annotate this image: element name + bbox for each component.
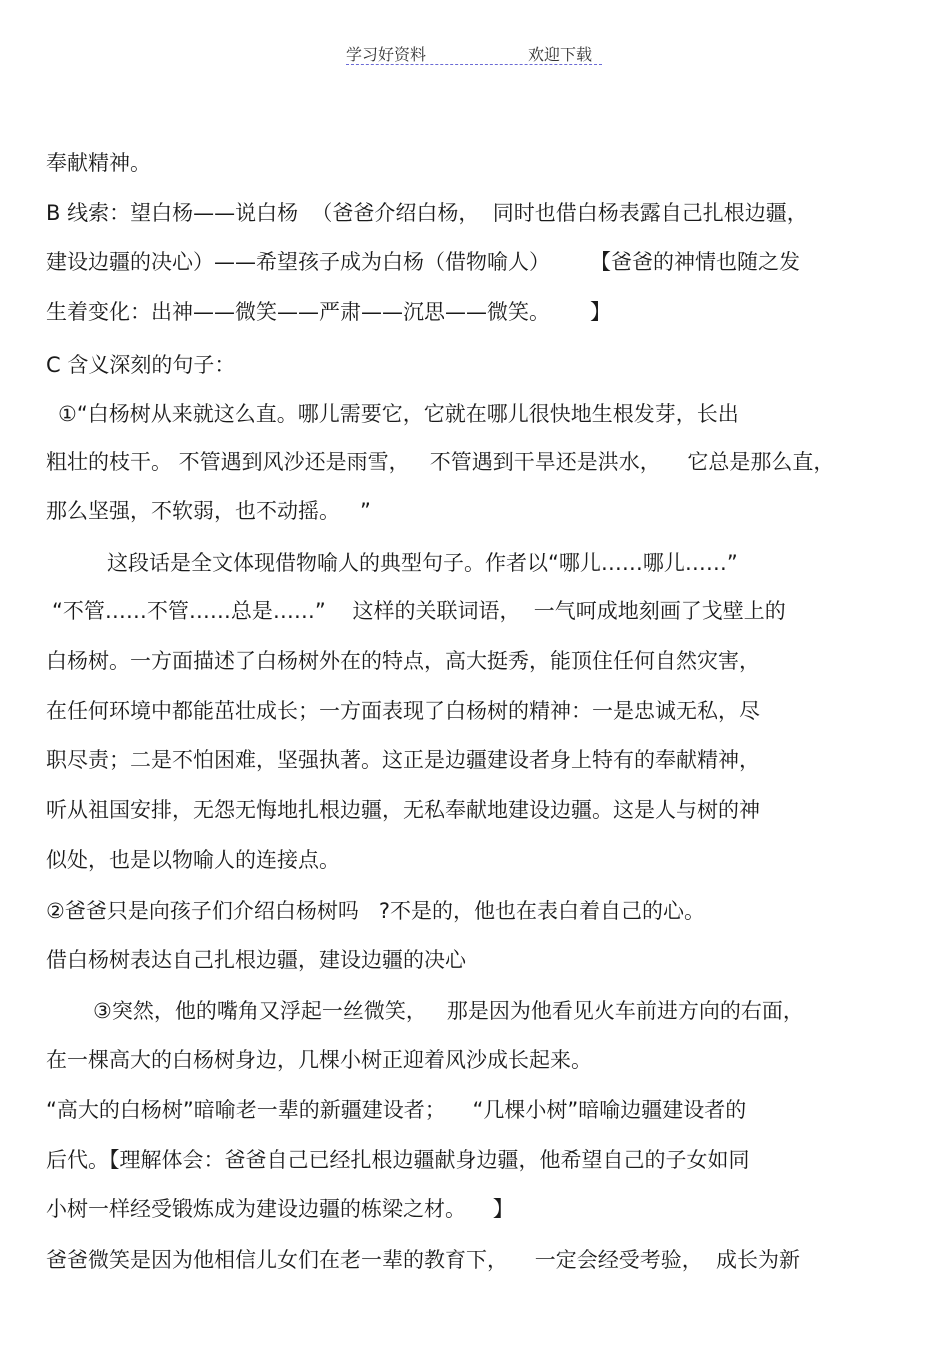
text-line: 粗壮的枝干。 不管遇到风沙还是雨雪， 不管遇到干旱还是洪水， 它总是那么直， (46, 450, 835, 474)
text-line: C 含义深刻的句子： (46, 353, 236, 377)
text-line: ①“白杨树从来就这么直。哪儿需要它，它就在哪儿很快地生根发芽，长出 (58, 402, 739, 426)
text-line: 借白杨树表达自己扎根边疆，建设边疆的决心 (46, 948, 466, 972)
text-line: ②爸爸只是向孩子们介绍白杨树吗 ?不是的，他也在表白着自己的心。 (46, 899, 705, 923)
text-line: 后代。【理解体会：爸爸自己已经扎根边疆献身边疆，他希望自己的子女如同 (46, 1148, 750, 1172)
text-line: 这段话是全文体现借物喻人的典型句子。作者以“哪儿……哪儿……” (107, 551, 738, 575)
text-line: 小树一样经受锻炼成为建设边疆的栋梁之材。 】 (46, 1197, 514, 1221)
text-line: 奉献精神。 (46, 151, 151, 175)
header-right-text: 欢迎下载 (528, 45, 593, 64)
text-line: “不管……不管……总是……” 这样的关联词语， 一气呵成地刻画了戈壁上的 (52, 599, 786, 623)
text-line: 那么坚强，不软弱，也不动摇。 ” (46, 499, 371, 523)
text-line: “高大的白杨树”暗喻老一辈的新疆建设者； “几棵小树”暗喻边疆建设者的 (46, 1098, 747, 1122)
text-line: 建设边疆的决心）——希望孩子成为白杨（借物喻人） 【爸爸的神情也随之发 (46, 250, 801, 274)
text-line: 似处，也是以物喻人的连接点。 (46, 848, 340, 872)
header-left-text: 学习好资料 (346, 45, 427, 64)
text-line: 爸爸微笑是因为他相信儿女们在老一辈的教育下， 一定会经受考验， 成长为新 (46, 1248, 801, 1272)
text-line: ③突然，他的嘴角又浮起一丝微笑， 那是因为他看见火车前进方向的右面， (93, 999, 804, 1023)
text-line: 听从祖国安排，无怨无悔地扎根边疆，无私奉献地建设边疆。这是人与树的神 (46, 798, 760, 822)
text-line: 在任何环境中都能茁壮成长；一方面表现了白杨树的精神：一是忠诚无私，尽 (46, 699, 760, 723)
text-line: 生着变化：出神——微笑——严肃——沉思——微笑。 】 (46, 300, 612, 324)
page-header (346, 42, 602, 65)
text-line: 职尽责；二是不怕困难，坚强执著。这正是边疆建设者身上特有的奉献精神， (46, 748, 760, 772)
text-line: B 线索：望白杨——说白杨 （爸爸介绍白杨， 同时也借白杨表露自己扎根边疆， (46, 201, 808, 225)
text-line: 白杨树。一方面描述了白杨树外在的特点，高大挺秀，能顶住任何自然灾害， (46, 649, 760, 673)
text-line: 在一棵高大的白杨树身边，几棵小树正迎着风沙成长起来。 (46, 1048, 592, 1072)
